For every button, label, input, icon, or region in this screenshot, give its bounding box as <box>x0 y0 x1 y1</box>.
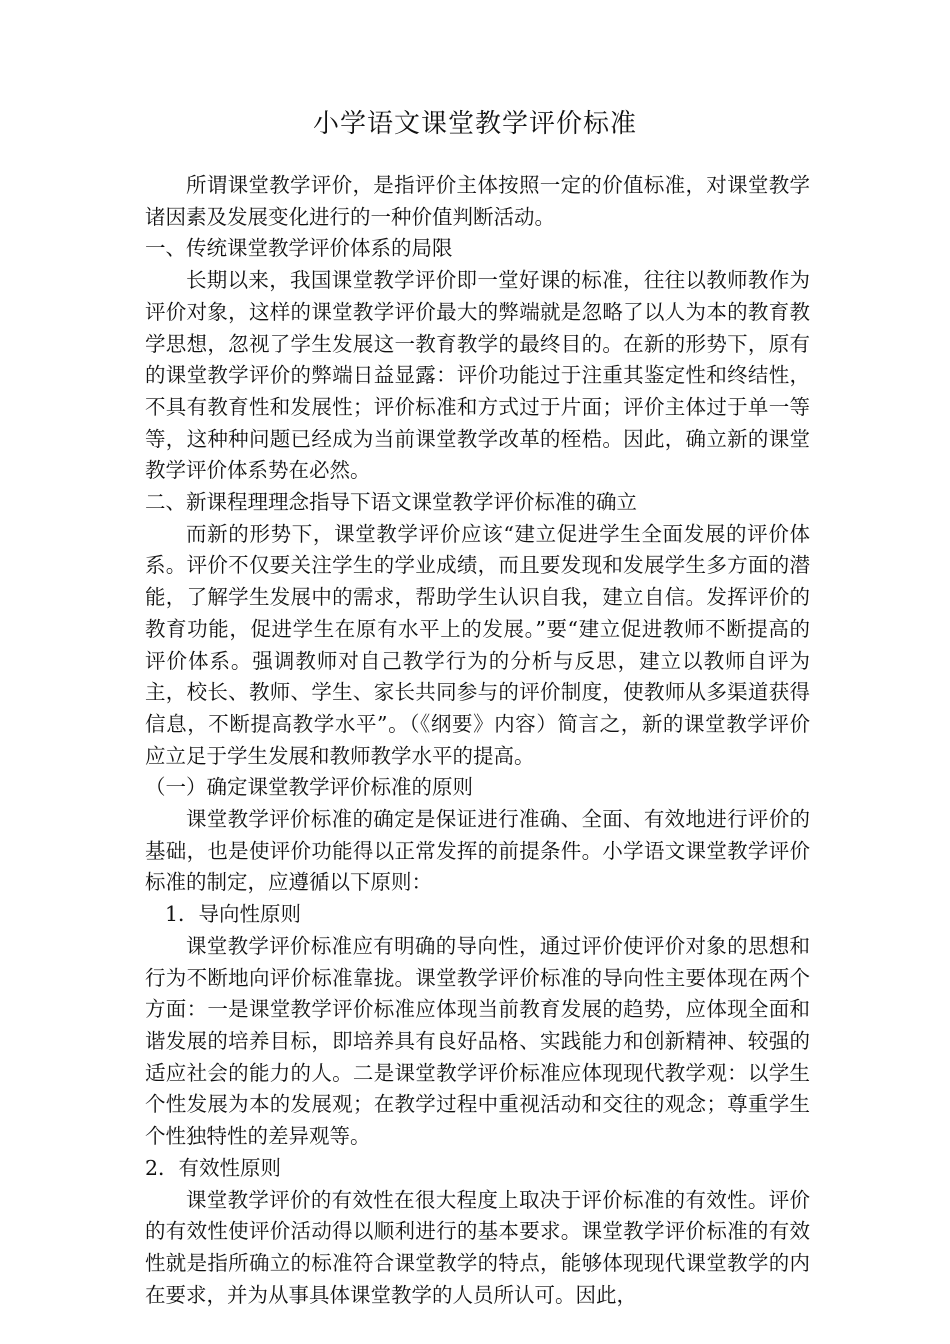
subsection-heading-principles: （一）确定课堂教学评价标准的原则 <box>145 775 473 800</box>
document-body <box>145 170 810 1311</box>
document-title: 小学语文课堂教学评价标准 <box>312 109 637 139</box>
paragraph-principles-intro: 课堂教学评价标准的确定是保证进行准确、全面、有效地进行评价的基础，也是使评价功能得以正常发挥的前提条件。小学语文课堂教学评价标准的制定，应遵循以下原则： <box>145 807 810 895</box>
paragraph-effectiveness-principle: 课堂教学评价的有效性在很大程度上取决于评价标准的有效性。评价的有效性使评价活动得以顺利进行的基本要求。课堂教学评价标准的有效性就是指所确立的标准符合课堂教学的特点，能够体现现代课堂教学的内在要求，并为从事具体课堂教学的人员所认可。因此， <box>145 1187 810 1307</box>
paragraph-new-situation: 而新的形势下，课堂教学评价应该“建立促进学生全面发展的评价体系。评价不仅要关注学生的学业成绩，而且要发现和发展学生多方面的潜能，了解学生发展中的需求，帮助学生认识自我，建立自信。发挥评价的教育功能，促进学生在原有水平上的发展。”要“建立促进教师不断提高的评价体系。强调教师对自己教学行为的分析与反思，建立以教师自评为主，校长、教师、学生、家长共同参与的评价制度，使教师从多渠道获得信息，不断提高教学水平”。（《纲要》内容）简言之，新的课堂教学评价应立足于学生发展和教师教学水平的提高。 <box>145 521 810 768</box>
paragraph-traditional-limits: 长期以来，我国课堂教学评价即一堂好课的标准，往往以教师教作为评价对象，这样的课堂教学评价最大的弊端就是忽略了以人为本的教育教学思想，忽视了学生发展这一教育教学的最终目的。在新的形势下，原有的课堂教学评价的弊端日益显露：评价功能过于注重其鉴定性和终结性，不具有教育性和发展性；评价标准和方式过于片面；评价主体过于单一等等，这种种问题已经成为当前课堂教学改革的桎梏。因此，确立新的课堂教学评价体系势在必然。 <box>145 268 810 483</box>
paragraph-intro: 所谓课堂教学评价，是指评价主体按照一定的价值标准，对课堂教学诸因素及发展变化进行的一种价值判断活动。 <box>145 173 810 229</box>
section-heading-2: 二、新课程理理念指导下语文课堂教学评价标准的确立 <box>145 490 637 515</box>
section-heading-1: 一、传统课堂教学评价体系的局限 <box>145 236 453 261</box>
paragraph-guidance-principle: 课堂教学评价标准应有明确的导向性，通过评价使评价对象的思想和行为不断地向评价标准靠拢。课堂教学评价标准的导向性主要体现在两个方面：一是课堂教学评价标准应体现当前教育发展的趋势，应体现全面和谐发展的培养目标，即培养具有良好品格、实践能力和创新精神、较强的适应社会的能力的人。二是课堂教学评价标准应体现现代教学观：以学生个性发展为本的发展观；在教学过程中重视活动和交往的观念；尊重学生个性独特性的差异观等。 <box>145 933 810 1149</box>
principle-heading-2: 2．有效性原则 <box>145 1155 282 1180</box>
principle-heading-1: 1．导向性原则 <box>165 902 302 927</box>
